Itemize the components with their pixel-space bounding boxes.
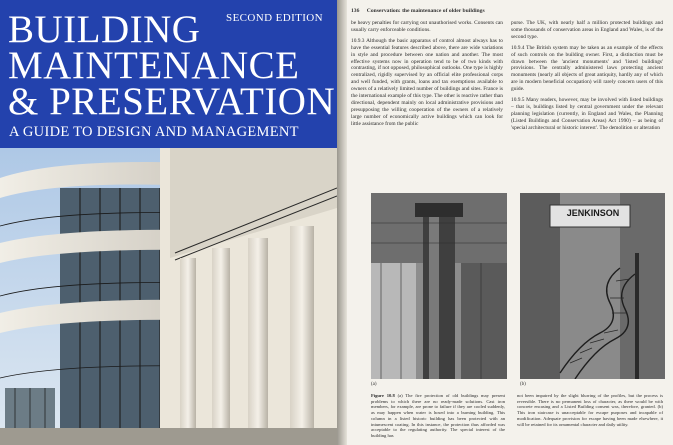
figure-number: Figure 10.8 bbox=[371, 393, 395, 398]
cover-title-line-1: BUILDING bbox=[8, 8, 201, 51]
figure-label-b: (b) bbox=[520, 382, 526, 387]
figure-caption-right: not been impaired by the slight blurring of the profiles, but the process is reversible. There is no permanent loss of character, as there would be with concrete encasing and a Listed Building consent was, therefore, granted. (b) This iron staircase is unacceptable for escape purposes and incapable of modification. Adequate provision for escape having been made elsewhere, it will be retained for its ornamental character and daily utility. bbox=[517, 393, 663, 427]
paragraph: be heavy penalties for carrying out unauthorised works. Consents can usually carry enforceable conditions. bbox=[351, 20, 503, 33]
cover-edition: SECOND EDITION bbox=[226, 12, 323, 24]
cover-title-line-2: MAINTENANCE bbox=[8, 44, 300, 87]
cover-building-photo bbox=[0, 148, 337, 445]
paragraph: purse. The UK, with nearly half a million protected buildings and some thousands of conservation areas in England and Wales, is of the second type. bbox=[511, 20, 663, 40]
cover-title-line-3: & PRESERVATION bbox=[8, 80, 336, 123]
text-column-right bbox=[511, 20, 663, 136]
figure-b-sign-text: JENKINSON bbox=[566, 208, 620, 218]
cover-subtitle: A GUIDE TO DESIGN AND MANAGEMENT bbox=[9, 124, 299, 140]
figure-a-column-photo bbox=[371, 193, 507, 379]
figure-label-a: (a) bbox=[371, 382, 377, 387]
page-gutter-shadow bbox=[337, 0, 347, 445]
text-column-left bbox=[351, 20, 503, 132]
page-number: 136 bbox=[351, 8, 360, 14]
caption-text: (a) The fire protection of old buildings may present problems to which there are no ready-made solutions. Cast iron members, for example, are prone to failure if they are cooled suddenly, as may happen when water is hosed into a burning building. This column in a listed historic building has been protected with an intumescent coating. In this instance, the protection thus afforded was acceptable to the regulating authority. The special interest of the building has bbox=[371, 393, 505, 438]
running-head bbox=[351, 8, 485, 14]
paragraph: 10.9.4 The British system may be taken as an example of the effects of such controls on the building owner. First, a distinction must be drawn between the 'ancient monuments' and 'listed buildings' provisions. The centrally administered laws protecting ancient monuments (nearly all objects of great antiquity, hardly any of which are in modern beneficial occupation) will rarely concern users of this guide. bbox=[511, 44, 663, 93]
paragraph: 10.9.3 Although the basic apparatus of control almost always has to have the essential features described above, there are wide variations in style and procedure between one nation and another. The most effective systems now in operation tend to be of two kinds with contrasting, if not opposed, philosophical outlooks. One type is highly centralized, rigidly supervised by an official elite professional corps and well funded, with grants, loans and tax exemptions available to owners of a relatively limited number of buildings and sites. France is the international example of this type. The other is reactive rather than directional, dependent mainly on local administrative provisions and presupposing the willing cooperation of the owners of a relatively large number of economically active buildings which can look for little assistance from the public bbox=[351, 37, 503, 127]
running-head-title: Conservation: the maintenance of older buildings bbox=[366, 8, 485, 14]
figure-caption-left bbox=[371, 393, 505, 439]
figure-b-staircase-photo bbox=[520, 193, 665, 379]
book-page bbox=[337, 0, 673, 445]
paragraph: 10.9.5 Many readers, however, may be involved with listed buildings – that is, buildings listed by central government under the relevant planning legislation (currently, in England and Wales, the Planning (Listed Buildings and Conservation Areas) Act 1990) – as being of 'special architectural or historic interest'. The demolition or alteration bbox=[511, 97, 663, 131]
